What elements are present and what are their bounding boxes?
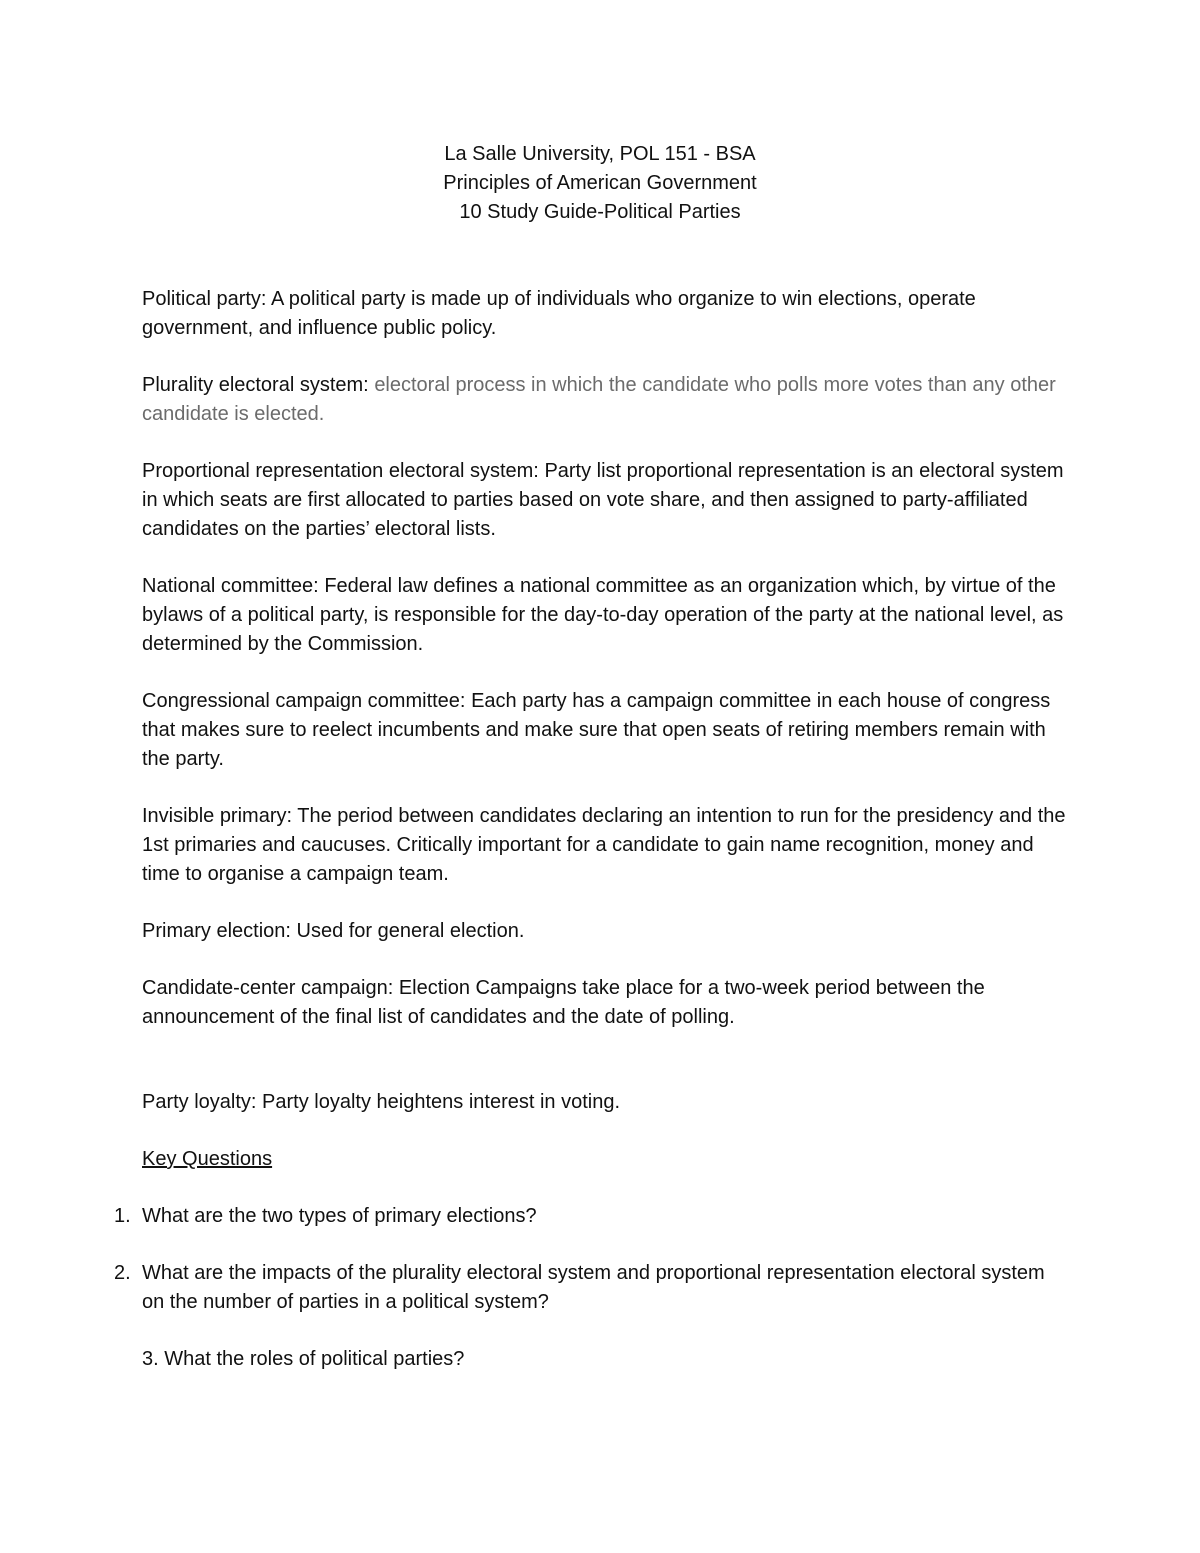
term-definition: Used for general election. [296, 920, 525, 942]
term-label: Congressional campaign committee: [142, 690, 466, 712]
course-subtitle: Principles of American Government [443, 172, 757, 194]
term-definition: electoral process in which the candidate who polls more votes than any other candidate is elected. [142, 374, 1056, 425]
term-label: Candidate-center campaign: [142, 977, 394, 999]
question-number: 2. [114, 1262, 131, 1284]
course-title: La Salle University, POL 151 - BSA [444, 143, 756, 165]
term-definition: Party list proportional representation is an electoral system in which seats are first allocated to parties based on vote share, and then assigned to party-affiliated candidates on the parties’ electoral lists. [142, 460, 1064, 540]
definition-entry-political-party [142, 285, 1072, 343]
question-number: 3. [142, 1348, 159, 1370]
key-question-item [114, 1202, 1072, 1231]
term-label: Primary election: [142, 920, 291, 942]
term-label: Invisible primary: [142, 805, 293, 827]
document-header [0, 140, 1200, 227]
definition-entry-national-committee [142, 572, 1072, 659]
key-questions-list [114, 1202, 1072, 1374]
definition-entry-proportional-representation [142, 457, 1072, 544]
term-label: Proportional representation electoral system: [142, 460, 539, 482]
definition-entry-invisible-primary [142, 802, 1072, 889]
term-label: Political party: [142, 288, 267, 310]
definition-entry-congressional-campaign-committee [142, 687, 1072, 774]
term-label: Plurality electoral system: [142, 374, 369, 396]
term-definition: Each party has a campaign committee in each house of congress that makes sure to reelect incumbents and make sure that open seats of retiring members remain with the party. [142, 690, 1051, 770]
definition-entry-party-loyalty [142, 1088, 1072, 1117]
question-text: What are the two types of primary elections? [142, 1205, 537, 1227]
term-definition: Election Campaigns take place for a two-week period between the announcement of the final list of candidates and the date of polling. [142, 977, 985, 1028]
key-question-item [114, 1259, 1072, 1317]
key-question-item [142, 1345, 1072, 1374]
term-label: National committee: [142, 575, 319, 597]
term-label: Party loyalty: [142, 1091, 257, 1113]
definition-entry-primary-election [142, 917, 1072, 946]
question-text: What are the impacts of the plurality electoral system and proportional representation electoral system on the number of parties in a political system? [142, 1262, 1045, 1313]
question-text: What the roles of political parties? [164, 1348, 465, 1370]
question-number: 1. [114, 1205, 131, 1227]
key-questions-heading: Key Questions [142, 1148, 273, 1170]
term-definition: Party loyalty heightens interest in voting. [262, 1091, 621, 1113]
term-definition: The period between candidates declaring an intention to run for the presidency and the 1st primaries and caucuses. Critically important for a candidate to gain name recognition, money and time to organise a campaign team. [142, 805, 1066, 885]
guide-title: 10 Study Guide-Political Parties [459, 201, 741, 223]
definition-entry-plurality-electoral-system [142, 371, 1072, 429]
document-body [114, 285, 1072, 1402]
term-definition: A political party is made up of individuals who organize to win elections, operate government, and influence public policy. [142, 288, 976, 339]
term-definition: Federal law defines a national committee as an organization which, by virtue of the bylaws of a political party, is responsible for the day-to-day operation of the party at the national level, as determined by the Commission. [142, 575, 1064, 655]
definition-entry-candidate-center-campaign [142, 974, 1072, 1032]
